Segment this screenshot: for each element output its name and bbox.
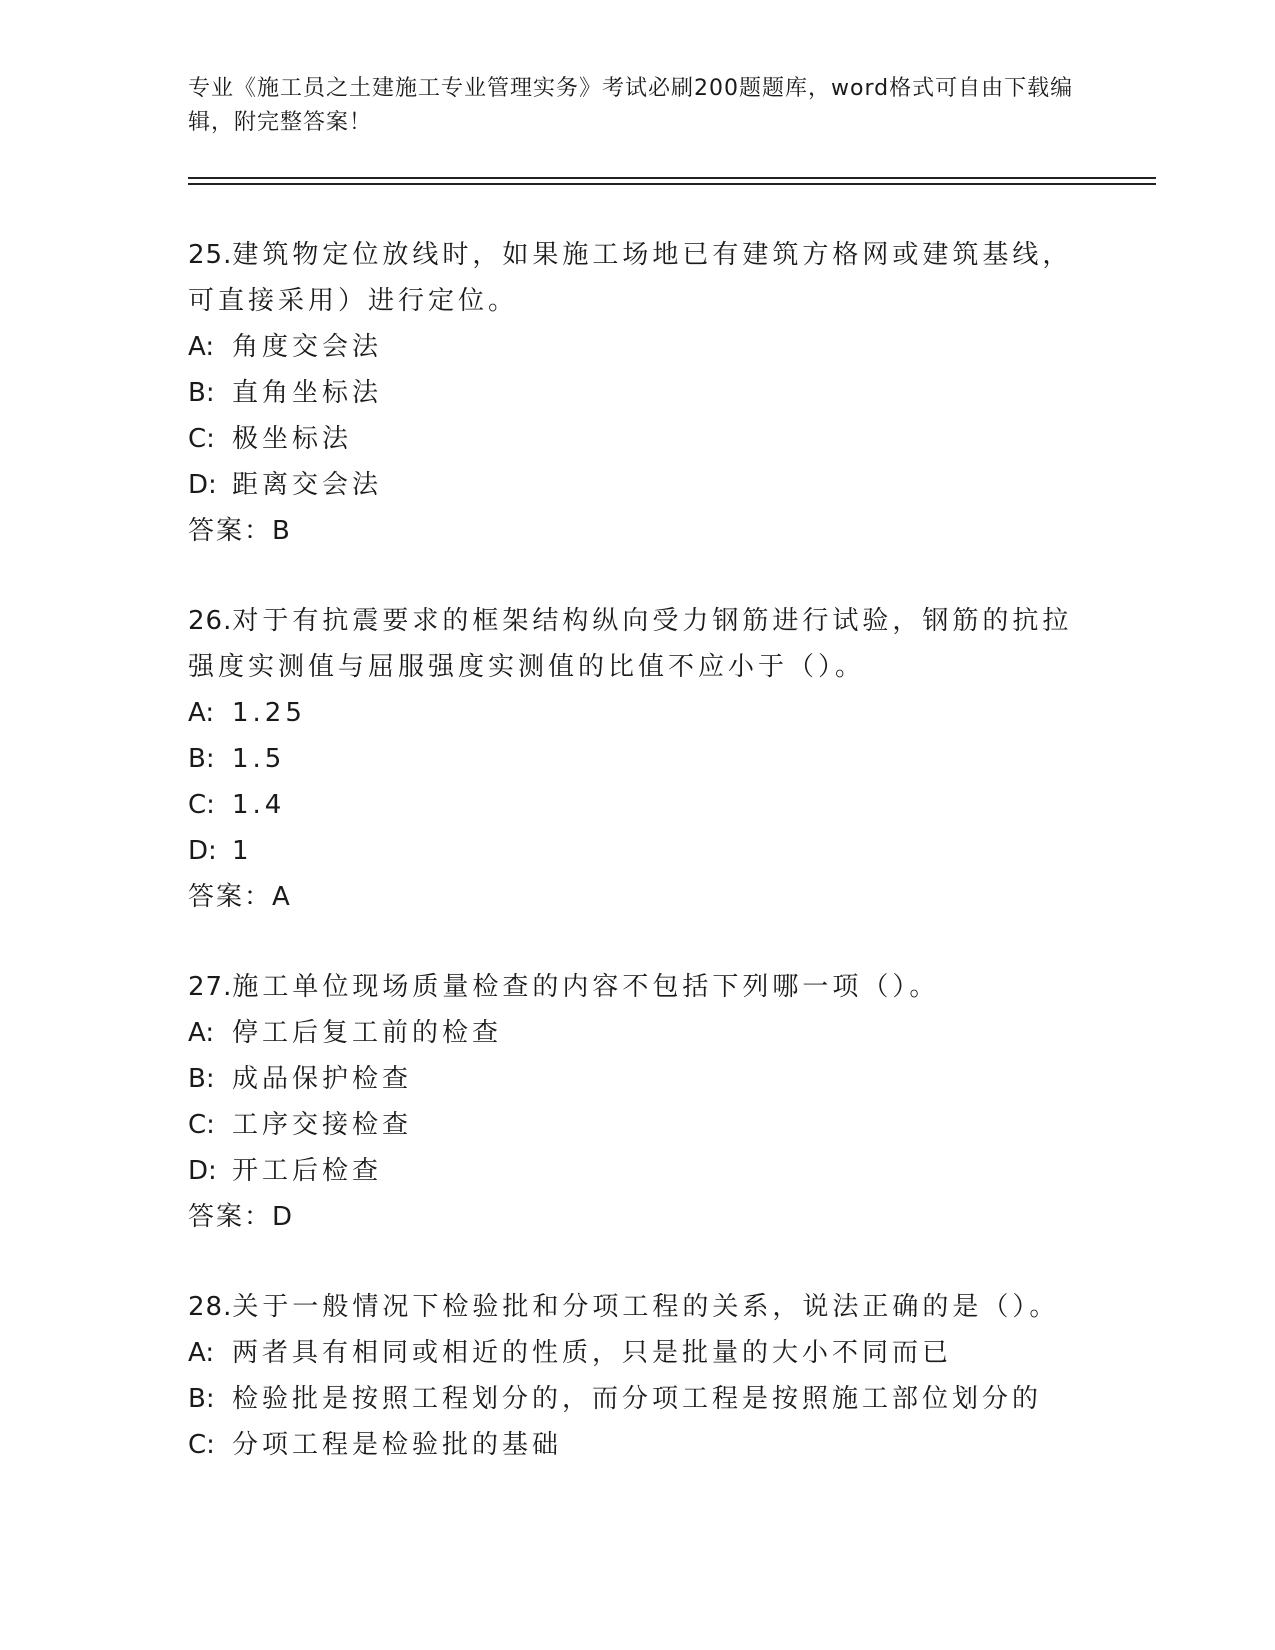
question-stem: 关于一般情况下检验批和分项工程的关系，说法正确的是（）。 <box>232 1292 1060 1322</box>
option-letter: C: <box>188 790 215 820</box>
option-b <box>188 736 1088 782</box>
option-letter: D: <box>188 470 217 500</box>
question-stem: 建筑物定位放线时，如果施工场地已有建筑方格网或建筑基线，可直接采用）进行定位。 <box>188 240 1073 316</box>
question-25 <box>188 232 1088 554</box>
option-letter: B: <box>188 1384 215 1414</box>
option-d <box>188 828 1088 874</box>
question-26 <box>188 598 1088 920</box>
question-28 <box>188 1284 1088 1468</box>
option-a <box>188 324 1088 370</box>
option-text: 工序交接检查 <box>232 1110 413 1140</box>
option-c <box>188 416 1088 462</box>
option-a <box>188 690 1088 736</box>
header-divider-bottom <box>188 183 1156 185</box>
option-text: 1.25 <box>232 698 306 728</box>
option-b <box>188 1376 1088 1422</box>
answer-label: 答案：D <box>188 1202 295 1232</box>
option-text: 1.5 <box>232 744 286 774</box>
option-text: 1.4 <box>232 790 286 820</box>
option-letter: A: <box>188 1338 215 1368</box>
option-letter: D: <box>188 836 217 866</box>
option-letter: C: <box>188 424 215 454</box>
option-text: 距离交会法 <box>232 470 383 500</box>
option-letter: C: <box>188 1110 215 1140</box>
option-a <box>188 1330 1088 1376</box>
option-letter: B: <box>188 378 215 408</box>
option-a <box>188 1010 1088 1056</box>
option-letter: D: <box>188 1156 217 1186</box>
option-text: 开工后检查 <box>232 1156 383 1186</box>
option-text: 分项工程是检验批的基础 <box>232 1430 563 1460</box>
question-text <box>188 1284 1088 1330</box>
question-number: 26. <box>188 606 233 636</box>
option-letter: A: <box>188 1018 215 1048</box>
answer-label: 答案：B <box>188 516 292 546</box>
option-text: 1 <box>232 836 253 866</box>
option-letter: C: <box>188 1430 215 1460</box>
option-text: 直角坐标法 <box>232 378 383 408</box>
question-stem: 施工单位现场质量检查的内容不包括下列哪一项（）。 <box>232 972 940 1002</box>
option-d <box>188 462 1088 508</box>
question-text <box>188 598 1088 690</box>
answer-label: 答案：A <box>188 882 292 912</box>
option-letter: A: <box>188 332 215 362</box>
option-c <box>188 1102 1088 1148</box>
option-text: 角度交会法 <box>232 332 383 362</box>
question-number: 25. <box>188 240 233 270</box>
document-header <box>188 72 1078 140</box>
option-letter: B: <box>188 744 215 774</box>
question-27 <box>188 964 1088 1240</box>
option-letter: A: <box>188 698 215 728</box>
option-b <box>188 1056 1088 1102</box>
option-text: 极坐标法 <box>232 424 353 454</box>
question-number: 27. <box>188 972 233 1002</box>
question-text <box>188 232 1088 324</box>
header-text: 专业《施工员之土建施工专业管理实务》考试必刷200题题库，word格式可自由下载编辑，附完整答案！ <box>188 76 1074 135</box>
question-text <box>188 964 1088 1010</box>
option-letter: B: <box>188 1064 215 1094</box>
option-c <box>188 782 1088 828</box>
option-text: 成品保护检查 <box>232 1064 413 1094</box>
option-text: 两者具有相同或相近的性质，只是批量的大小不同而已 <box>232 1338 953 1368</box>
option-d <box>188 1148 1088 1194</box>
option-text: 检验批是按照工程划分的，而分项工程是按照施工部位划分的 <box>232 1384 1043 1414</box>
header-divider-top <box>188 177 1156 179</box>
option-text: 停工后复工前的检查 <box>232 1018 503 1048</box>
question-number: 28. <box>188 1292 233 1322</box>
option-c <box>188 1422 1088 1468</box>
question-list <box>188 232 1088 1512</box>
option-b <box>188 370 1088 416</box>
question-stem: 对于有抗震要求的框架结构纵向受力钢筋进行试验，钢筋的抗拉强度实测值与屈服强度实测值的比值不应小于（）。 <box>188 606 1073 682</box>
